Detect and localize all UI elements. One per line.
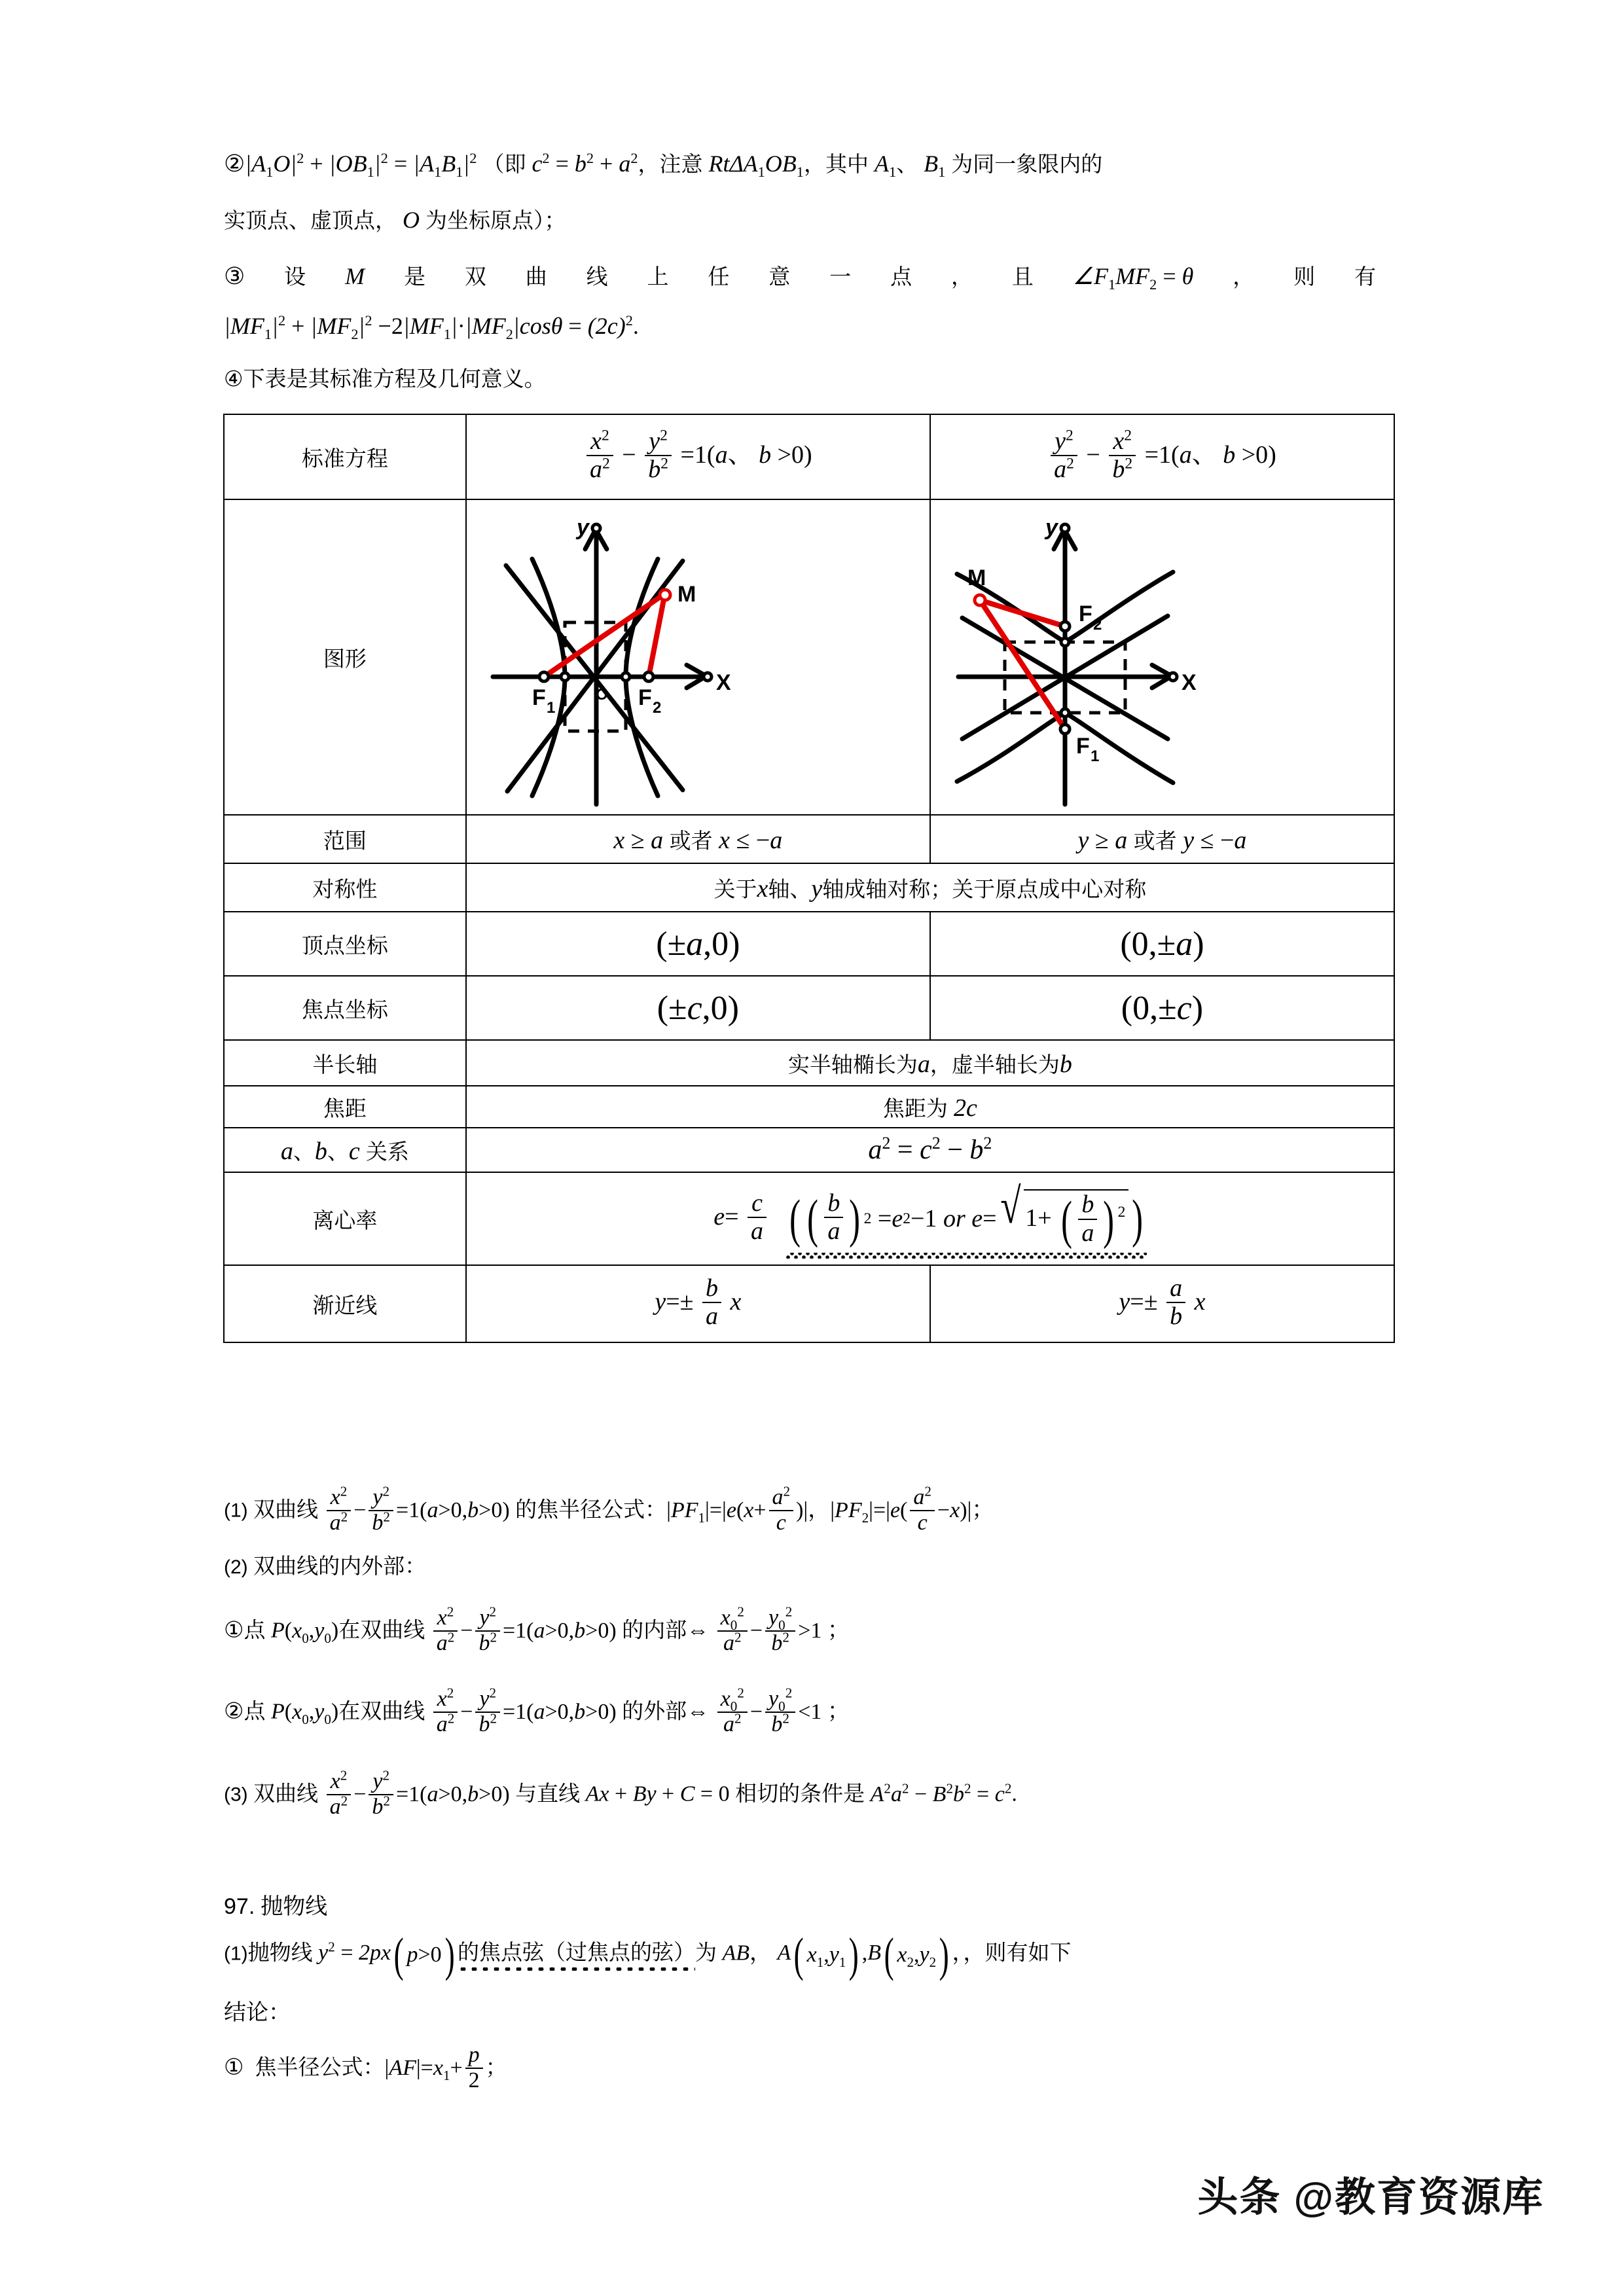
hyperbola-properties-table xyxy=(223,414,1395,1343)
equals-operator-1: = xyxy=(393,151,408,177)
note-2-sub-1-c: 的内部 xyxy=(622,1617,687,1642)
note-2-sub-2-b: 在双曲线 xyxy=(338,1698,425,1723)
row-label-asymptote: 渐近线 xyxy=(224,1265,466,1342)
table-row-range xyxy=(224,815,1394,863)
formula-law-of-cosines: $|MF_1|^2 + |MF_2|^2 -2|MF_1|\cdot|MF_2|\cos\theta = (2c)^2$. xyxy=(224,312,639,343)
item-3-word-3: 曲 xyxy=(525,264,547,289)
paragraph-item-2 xyxy=(224,150,1103,181)
expr-std-eq-horizontal: $\frac{x^2}{a^2}$ − $\frac{y^2}{b^2}$ =1(a、 b >0) xyxy=(584,441,812,469)
item-2-note-open: （即 xyxy=(482,152,526,176)
row-label-eccentricity: 离心率 xyxy=(224,1172,466,1265)
expr-eccentricity-group xyxy=(713,1179,1146,1250)
expr-symmetry: 关于x轴、y轴成轴对称；关于原点成中心对称 xyxy=(713,874,1147,903)
table-row-eccentricity xyxy=(224,1172,1394,1265)
note-1-text-a: 双曲线 xyxy=(253,1497,319,1522)
row-label-focus-coords: 焦点坐标 xyxy=(224,976,466,1040)
expr-hyperbola-std-1: $\frac{x^2}{a^2}$ − $\frac{y^2}{b^2}$ =1(a>0,b>0) xyxy=(318,1498,515,1522)
section-97-heading xyxy=(224,1894,327,1918)
point-vertex-right xyxy=(622,673,630,681)
note-3-text-c: 相切的条件是 xyxy=(735,1781,865,1806)
item-2-cont-b: 为坐标原点）； xyxy=(425,208,566,232)
paragraph-item-4 xyxy=(224,367,546,390)
cell-focus-right xyxy=(930,976,1394,1040)
point-vertex-upper xyxy=(1061,638,1069,646)
expr-focal-length: 焦距为 2c xyxy=(882,1094,977,1122)
note-2-sub-1-a: 点 xyxy=(244,1617,266,1642)
section-97-item-1-cont xyxy=(224,2000,291,2024)
section-97-sub-1-label: 焦半径公式： xyxy=(255,2054,385,2079)
hyperbola-vertical-diagram xyxy=(931,503,1350,811)
table-row-symmetry xyxy=(224,863,1394,912)
section-97-item-1-emph: 的焦点弦（过焦点的弦） xyxy=(457,1940,695,1965)
expr-a1: $A_1$ xyxy=(874,151,897,181)
note-2-sub-2-marker: ② xyxy=(224,1698,244,1724)
item-2-note-mid: ，注意 xyxy=(638,152,703,176)
note-2-text: 双曲线的内外部： xyxy=(253,1554,427,1578)
expr-pf1: $|PF_1|=|e(x+$ $\frac{a^2}{c}$ )| xyxy=(666,1483,808,1535)
note-2-sub-1: ①点 $P(x_0,y_0)$在双曲线 $\frac{x^2}{a^2}$ − $\frac{y^2}{b^2}$ =1(a>0,b>0) 的内部⇔ $\frac{x_0^2}{a^2}$ − $\frac{y_0^2}{b^2}$ >1 ； xyxy=(224,1604,850,1655)
segment-f2-m xyxy=(649,596,664,677)
cell-asymptote-left xyxy=(466,1265,930,1342)
item-3-word-7: 意 xyxy=(768,264,791,289)
cell-figure-right xyxy=(930,499,1394,815)
cell-focus-left xyxy=(466,976,930,1040)
point-m xyxy=(975,595,985,605)
note-2-sub-1-b: 在双曲线 xyxy=(338,1617,425,1642)
item-3-marker: ③ xyxy=(224,262,245,289)
label-f1: F xyxy=(532,685,546,710)
point-y-end xyxy=(1061,524,1069,532)
cell-range-left xyxy=(466,815,930,863)
label-f1-sub: 1 xyxy=(546,699,556,717)
table-row-figure xyxy=(224,499,1394,815)
item-3-word-8: 一 xyxy=(829,264,852,289)
expr-focal-radius-af: $|AF|=x_1+$ $\frac{p}{2}$ xyxy=(384,2056,485,2080)
expr-hyperbola-std-2: $\frac{x^2}{a^2}$ − $\frac{y^2}{b^2}$ =1(a>0,b>0) xyxy=(425,1619,622,1643)
label-f1-sub: 1 xyxy=(1090,747,1100,765)
expr-tangency-condition: $A^2a^2 - B^2b^2 = c^2$ xyxy=(870,1780,1012,1806)
expr-point-p: $P(x_0,y_0)$ xyxy=(270,1618,339,1646)
expr-origin-o: O xyxy=(403,207,420,233)
label-origin: O xyxy=(595,686,608,704)
note-1: (1) 双曲线 $\frac{x^2}{a^2}$ − $\frac{y^2}{b^2}$ =1(a>0,b>0) 的焦半径公式：$|PF_1|=|e(x+$ $\frac{a^2}{c}$ )|，$|PF_2|=|e$( $\frac{a^2}{c}$ −x)|； xyxy=(224,1483,994,1535)
item-3-word-10: ， xyxy=(950,264,973,289)
item-2-note-tail: 为同一象限内的 xyxy=(951,152,1103,176)
expr-asymptote-vertical: y=± $\frac{a}{b}$ x xyxy=(1119,1274,1206,1330)
expr-pf2: $|PF_2|=|e$( $\frac{a^2}{c}$ −x)| xyxy=(830,1483,972,1535)
expr-chord-ab: AB xyxy=(722,1941,750,1965)
cell-semi-axis-merged xyxy=(466,1040,1394,1086)
plus-operator-1: + xyxy=(310,151,323,177)
expr-point-a: A ( $x_1$ , $y_1$ ) xyxy=(777,1928,859,1981)
row-label-semi-axis: 半长轴 xyxy=(224,1040,466,1086)
point-f2 xyxy=(644,672,653,681)
expr-hyperbola-std-4: $\frac{x^2}{a^2}$ − $\frac{y^2}{b^2}$ =1(a>0,b>0) xyxy=(318,1782,515,1806)
point-y-end xyxy=(592,524,600,532)
point-f1 xyxy=(539,672,549,681)
expr-a1o-squared: $|A_1O|^2$ xyxy=(245,150,304,181)
item-3-word-12: ， xyxy=(1233,264,1255,289)
item-3-word-13: 则 xyxy=(1293,264,1316,289)
expr-cos-theta: cosθ xyxy=(519,313,563,339)
expr-b1: $B_1$ xyxy=(924,151,946,181)
cell-focal-length-merged xyxy=(466,1086,1394,1128)
label-f2: F xyxy=(1078,601,1092,626)
expr-2c-sq: $(2c)^2$ xyxy=(587,312,633,339)
equals-operator-2: = xyxy=(568,313,582,339)
section-97-sub-1-tail: ； xyxy=(485,2054,507,2079)
row-label-focal-length: 焦距 xyxy=(224,1086,466,1128)
note-3: (3) 双曲线 $\frac{x^2}{a^2}$ − $\frac{y^2}{b^2}$ =1(a>0,b>0) 与直线 Ax + By + C = 0 相切的条件是 $A^2a^2 - B^2b^2 = c^2$. xyxy=(224,1767,1017,1819)
table-row-standard-equation xyxy=(224,414,1394,499)
cell-figure-left xyxy=(466,499,930,815)
item-3-word-11: 且 xyxy=(1011,264,1034,289)
row-label-range: 范围 xyxy=(224,815,466,863)
label-f1: F xyxy=(1075,734,1090,759)
section-97-item-1-a: 抛物线 xyxy=(247,1940,313,1965)
cell-vertex-left xyxy=(466,912,930,976)
expr-eccentricity-boxed: ( ( $\frac{b}{a}$ ) 2 = e 2 −1 or e = √ 1+ ( $\frac{b}{a}$ ) $^2$ ) xyxy=(786,1189,1147,1247)
expr-range-x: x ≥ a 或者 x ≤ −a xyxy=(613,826,783,854)
abc-relation-label: a、b、c 关系 xyxy=(280,1137,409,1165)
table-row-asymptote xyxy=(224,1265,1394,1342)
expr-inner-condition: $\frac{x_0^2}{a^2}$ − $\frac{y_0^2}{b^2}$ >1 xyxy=(709,1619,827,1643)
segment-m-f1 xyxy=(980,600,1065,729)
row-label-symmetry: 对称性 xyxy=(224,863,466,912)
item-2-cont-a: 实顶点、虚顶点， xyxy=(224,208,397,232)
cell-asymptote-right xyxy=(930,1265,1394,1342)
expr-mf2-sq: $|MF_2|^2$ xyxy=(310,312,372,343)
cell-vertex-right xyxy=(930,912,1394,976)
expr-point-p-2: $P(x_0,y_0)$ xyxy=(270,1699,339,1727)
point-x-end xyxy=(704,673,712,681)
row-label-abc-relation xyxy=(224,1128,466,1172)
expr-rt-triangle: $Rt\Delta A_1OB_1$ xyxy=(708,151,804,181)
cell-standard-equation-left xyxy=(466,414,930,499)
note-3-text-b: 与直线 xyxy=(515,1781,581,1806)
table-row-focus-coords xyxy=(224,976,1394,1040)
section-97-item-1-b: 为 xyxy=(695,1940,717,1965)
expr-hyperbola-std-3: $\frac{x^2}{a^2}$ − $\frac{y^2}{b^2}$ =1(a>0,b>0) xyxy=(425,1700,622,1724)
item-3-word-2: 双 xyxy=(464,264,486,289)
expr-point-m: M xyxy=(345,263,365,289)
expr-line-equation: Ax + By + C = 0 xyxy=(585,1782,730,1806)
point-f2 xyxy=(1060,622,1070,631)
item-2-marker: ② xyxy=(224,150,245,177)
expr-std-eq-vertical: $\frac{y^2}{a^2}$ − $\frac{x^2}{b^2}$ =1(a、 b >0) xyxy=(1048,441,1276,469)
expr-c2-b2-a2: $c^2 = b^2 + a^2$ xyxy=(532,150,638,177)
label-f2-sub: 2 xyxy=(652,699,662,717)
expr-range-y: y ≥ a 或者 y ≤ −a xyxy=(1077,826,1247,854)
point-f1 xyxy=(1060,725,1070,734)
item-3-word-9: 点 xyxy=(890,264,912,289)
expr-e-equals-c-over-a: e= $\frac{c}{a}$ xyxy=(713,1191,769,1246)
expr-outer-condition: $\frac{x_0^2}{a^2}$ − $\frac{y_0^2}{b^2}$ <1 xyxy=(709,1700,827,1724)
row-label-vertex-coords: 顶点坐标 xyxy=(224,912,466,976)
note-2-marker: (2) xyxy=(224,1556,248,1578)
cell-standard-equation-right xyxy=(930,414,1394,499)
label-m: M xyxy=(677,582,696,607)
item-2-note-mid2: ，其中 xyxy=(803,152,869,176)
label-f2-sub: 2 xyxy=(1092,616,1102,634)
cell-abc-relation-merged xyxy=(466,1128,1394,1172)
table-row-semi-axis xyxy=(224,1040,1394,1086)
table-row-focal-length xyxy=(224,1086,1394,1128)
watermark: 头条 @教育资源库 xyxy=(1197,2175,1544,2220)
paragraph-item-2-cont xyxy=(224,208,566,232)
hyperbola-horizontal-diagram xyxy=(467,503,886,811)
expr-point-b: B ( $x_2$ , $y_2$ ) xyxy=(867,1928,949,1981)
expr-a1b1-squared: $|A_1B_1|^2$ xyxy=(413,150,477,181)
label-x-axis: X xyxy=(715,670,731,695)
point-vertex-left xyxy=(561,673,569,681)
note-3-text-a: 双曲线 xyxy=(253,1781,319,1806)
table-row-abc-relation xyxy=(224,1128,1394,1172)
expr-focus-vertical: (0,±c) xyxy=(1121,989,1204,1027)
expr-abc-relation: $a^2 = c^2 - b^2$ xyxy=(868,1134,992,1165)
label-y-axis: y xyxy=(576,515,589,540)
expr-asymptote-horizontal: y=± $\frac{b}{a}$ x xyxy=(655,1274,742,1330)
note-3-marker: (3) xyxy=(224,1784,248,1806)
expr-ob1-squared: $|OB_1|^2$ xyxy=(329,150,388,181)
item-3-word-0: 设 xyxy=(284,264,306,289)
paragraph-item-3 xyxy=(224,262,1376,293)
minus-operator-1: − xyxy=(378,313,391,339)
item-2-note-mid3: 、 xyxy=(896,152,918,176)
section-97-item-1-marker: (1) xyxy=(224,1943,248,1965)
item-3-word-4: 线 xyxy=(586,264,608,289)
label-x-axis: X xyxy=(1181,670,1197,695)
point-m xyxy=(660,590,670,600)
note-2 xyxy=(224,1555,426,1578)
section-97-item-1-d: 结论： xyxy=(224,2000,291,2025)
section-97-number: 97. xyxy=(224,1894,255,1919)
expr-parabola-equation: $y^2 = 2px$ ( p >0 ) xyxy=(318,1928,455,1981)
section-97-title: 抛物线 xyxy=(261,1894,328,1919)
label-f2: F xyxy=(638,685,652,710)
cell-range-right xyxy=(930,815,1394,863)
section-97-sub-1 xyxy=(224,2045,507,2094)
focal-radii xyxy=(980,600,1065,729)
row-label-standard-equation: 标准方程 xyxy=(224,414,466,499)
item-3-word-1: 是 xyxy=(403,264,425,289)
note-2-sub-1-marker: ① xyxy=(224,1617,244,1643)
iff-symbol-1: ⇔ xyxy=(687,1618,710,1643)
item-4-text: ④下表是其标准方程及几何意义。 xyxy=(224,367,546,391)
section-97-item-1: (1)抛物线 $y^2 = 2px$ ( p >0 ) 的焦点弦（过焦点的弦）为 AB， A ( $x_1$ , $y_1$ ) ,B ( $x_2$ , $y_2$ ) ，，则有如下 xyxy=(224,1928,1072,1981)
label-m: M xyxy=(967,565,986,590)
iff-symbol-2: ⇔ xyxy=(687,1699,710,1724)
plus-operator-2: + xyxy=(291,313,305,339)
expr-focus-horizontal: (±c,0) xyxy=(657,989,739,1027)
item-3-word-5: 上 xyxy=(647,264,669,289)
section-97-sub-1-marker: ① xyxy=(224,2054,244,2080)
expr-mf1-sq: $|MF_1|^2$ xyxy=(224,312,286,343)
expr-vertex-vertical: (0,±a) xyxy=(1120,925,1204,963)
section-97-item-1-c: ，则有如下 xyxy=(963,1940,1072,1965)
label-y-axis: y xyxy=(1045,515,1058,540)
item-3-word-6: 任 xyxy=(708,264,730,289)
note-2-sub-2-c: 的外部 xyxy=(622,1698,687,1723)
point-vertex-lower xyxy=(1061,709,1069,717)
expr-semi-axis: 实半轴椭长为a，虚半轴长为b xyxy=(787,1050,1072,1078)
expr-mf1: $|MF_1|$ xyxy=(403,313,458,343)
row-label-figure: 图形 xyxy=(224,499,466,815)
note-1-text-b: 的焦半径公式： xyxy=(515,1497,667,1522)
note-1-marker: (1) xyxy=(224,1499,248,1522)
item-3-word-14: 有 xyxy=(1354,264,1376,289)
cell-eccentricity-merged xyxy=(466,1172,1394,1265)
note-2-sub-2-a: 点 xyxy=(244,1698,266,1723)
point-x-end xyxy=(1169,673,1177,681)
cell-symmetry-merged xyxy=(466,863,1394,912)
expr-vertex-horizontal: (±a,0) xyxy=(656,925,740,963)
expr-angle-f1mf2: $\angle F_1MF_2 = \theta$ xyxy=(1072,263,1194,293)
expr-mf2: $|MF_2|$ xyxy=(465,313,520,343)
note-2-sub-2: ②点 $P(x_0,y_0)$在双曲线 $\frac{x^2}{a^2}$ − $\frac{y^2}{b^2}$ =1(a>0,b>0) 的外部⇔ $\frac{x_0^2}{a^2}$ − $\frac{y_0^2}{b^2}$ <1 ； xyxy=(224,1685,850,1736)
table-row-vertex-coords xyxy=(224,912,1394,976)
